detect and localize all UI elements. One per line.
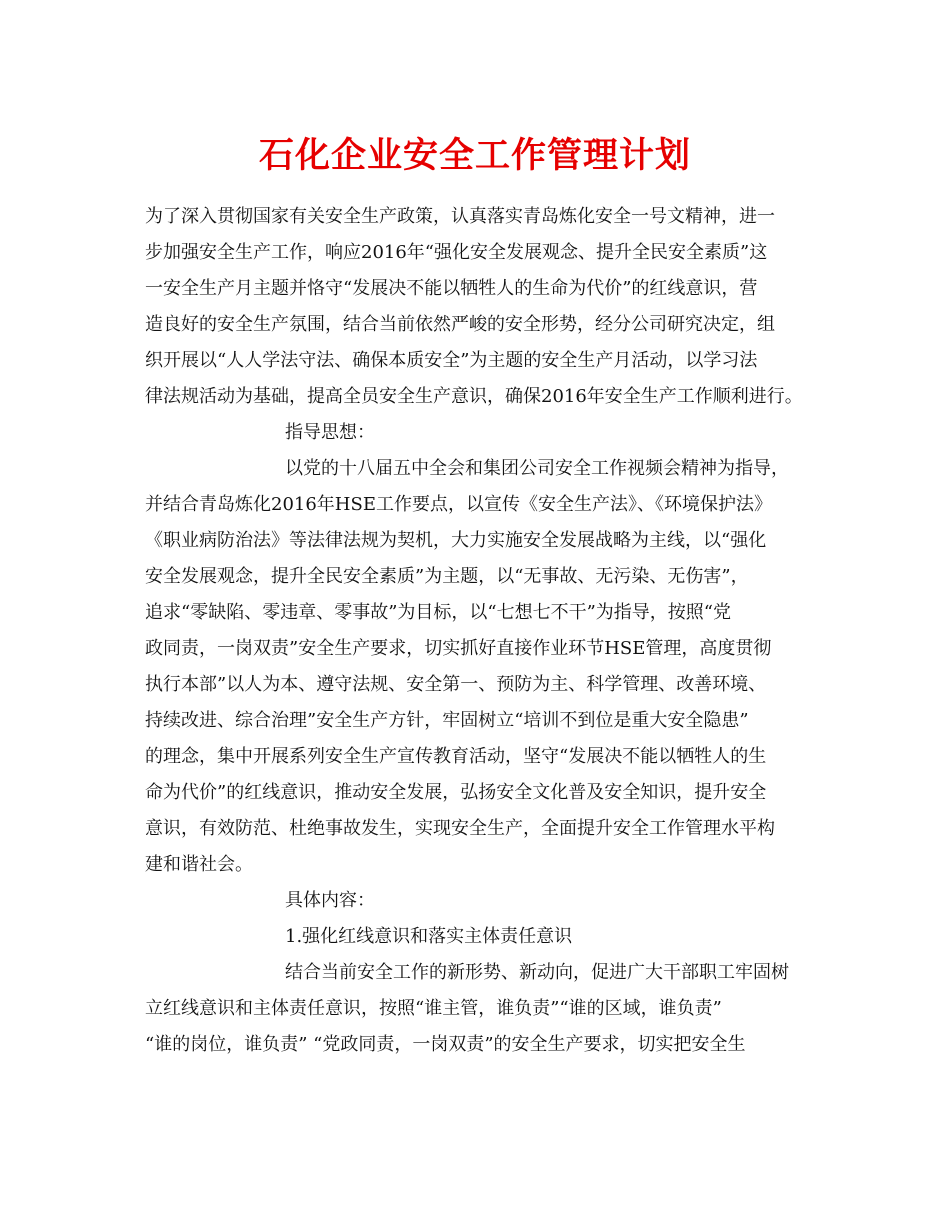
body-line: 律法规活动为基础，提高全员安全生产意识，确保2016年安全生产工作顺利进行。 (145, 386, 803, 407)
body-line: 安全发展观念，提升全民安全素质”为主题，以“无事故、无污染、无伤害”， (145, 566, 749, 587)
body-line: 结合当前安全工作的新形势、新动向，促进广大干部职工牢固树 (285, 962, 789, 983)
body-line: 的理念，集中开展系列安全生产宣传教育活动，坚守“发展决不能以牺牲人的生 (145, 746, 767, 767)
body-line: 并结合青岛炼化2016年HSE工作要点，以宣传《安全生产法》、《环境保护法》 (145, 494, 772, 515)
section-heading-guiding-ideology: 指导思想： (285, 422, 375, 443)
body-line: 以党的十八届五中全会和集团公司安全工作视频会精神为指导， (285, 458, 789, 479)
body-line: 追求“零缺陷、零违章、零事故”为目标，以“七想七不干”为指导，按照“党 (145, 602, 732, 623)
subsection-heading: 1.强化红线意识和落实主体责任意识 (285, 926, 573, 947)
body-line: 执行本部”以人为本、遵守法规、安全第一、预防为主、科学管理、改善环境、 (145, 674, 767, 695)
body-line: 步加强安全生产工作，响应2016年“强化安全发展观念、提升全民安全素质”这 (145, 242, 768, 263)
body-line: 立红线意识和主体责任意识，按照“谁主管，谁负责”“谁的区域，谁负责” (145, 998, 722, 1019)
body-line: 命为代价”的红线意识，推动安全发展，弘扬安全文化普及安全知识，提升安全 (145, 782, 767, 803)
body-line: 织开展以“人人学法守法、确保本质安全”为主题的安全生产月活动，以学习法 (145, 350, 758, 371)
body-line: 造良好的安全生产氛围，结合当前依然严峻的安全形势，经分公司研究决定，组 (145, 314, 775, 335)
section-heading-specific-content: 具体内容： (285, 890, 375, 911)
body-line: “谁的岗位，谁负责” “党政同责，一岗双责”的安全生产要求，切实把安全生 (145, 1034, 746, 1055)
body-line: 持续改进、综合治理”安全生产方针，牢固树立“培训不到位是重大安全隐患” (145, 710, 749, 731)
body-line: 为了深入贯彻国家有关安全生产政策，认真落实青岛炼化安全一号文精神，进一 (145, 206, 775, 227)
body-line: 《职业病防治法》等法律法规为契机，大力实施安全发展战略为主线，以“强化 (145, 530, 767, 551)
body-line: 意识，有效防范、杜绝事故发生，实现安全生产，全面提升安全工作管理水平构 (145, 818, 775, 839)
body-line: 一安全生产月主题并恪守“发展决不能以牺牲人的生命为代价”的红线意识，营 (145, 278, 758, 299)
document-title: 石化企业安全工作管理计划 (258, 135, 691, 176)
body-line: 建和谐社会。 (145, 854, 253, 875)
body-line: 政同责，一岗双责”安全生产要求，切实抓好直接作业环节HSE管理，高度贯彻 (145, 638, 772, 659)
